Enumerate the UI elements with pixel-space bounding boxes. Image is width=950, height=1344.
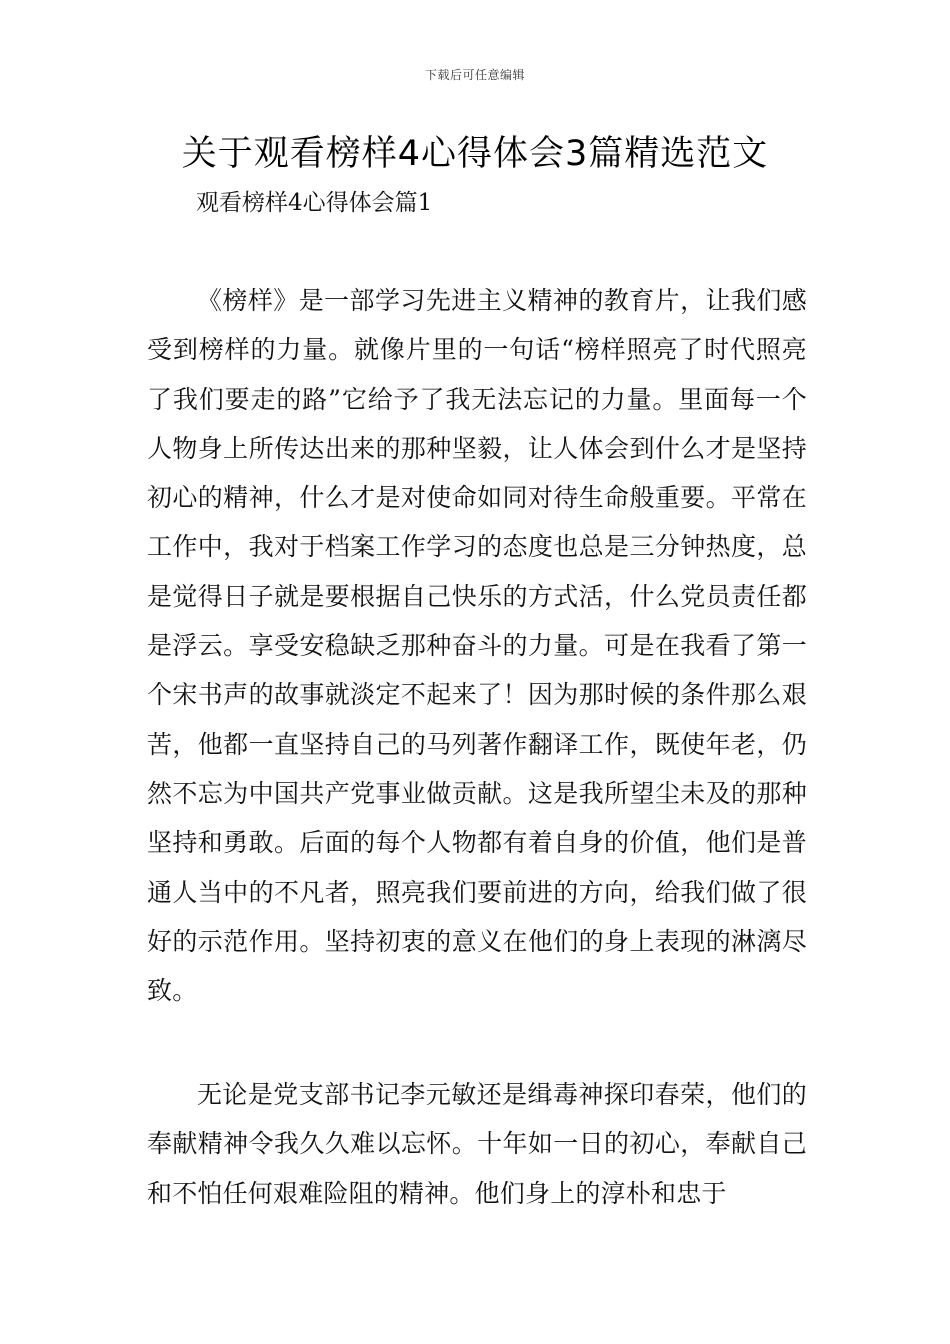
body-paragraph-2: 无论是党支部书记李元敏还是缉毒神探印春荣，他们的奉献精神令我久久难以忘怀。十年如一日的初心，奉献自己和不怕任何艰难险阻的精神。他们身上的淳朴和忠于 bbox=[147, 1080, 807, 1208]
body-paragraph-1: 《榜样》是一部学习先进主义精神的教育片，让我们感受到榜样的力量。就像片里的一句话“榜样照亮了时代照亮了我们要走的路”它给予了我无法忘记的力量。里面每一个人物身上所传达出来的那种坚毅，让人体会到什么才是坚持初心的精神，什么才是对使命如同对待生命般重要。平常在工作中，我对于档案工作学习的态度也总是三分钟热度，总是觉得日子就是要根据自己快乐的方式活，什么党员责任都是浮云。享受安稳缺乏那种奋斗的力量。可是在我看了第一个宋书声的故事就淡定不起来了！因为那时候的条件那么艰苦，他都一直坚持自己的马列著作翻译工作，既使年老，仍然不忘为中国共产党事业做贡献。这是我所望尘未及的那种坚持和勇敢。后面的每个人物都有着自身的价值，他们是普通人当中的不凡者，照亮我们要前进的方向，给我们做了很好的示范作用。坚持初衷的意义在他们的身上表现的淋漓尽致。 bbox=[147, 286, 807, 1006]
section-heading: 观看榜样4心得体会篇1 bbox=[196, 190, 433, 216]
document-title: 关于观看榜样4心得体会3篇精选范文 bbox=[181, 134, 769, 174]
header-note: 下载后可任意编辑 bbox=[424, 68, 525, 82]
